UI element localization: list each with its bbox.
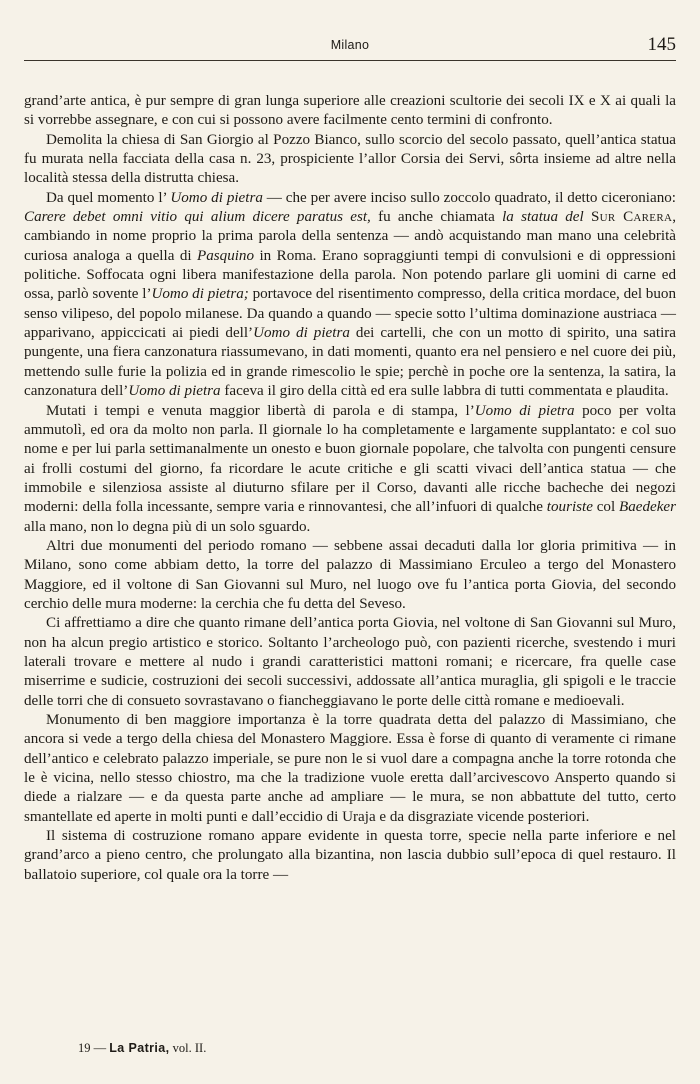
paragraph xyxy=(24,537,676,614)
paragraph xyxy=(24,711,676,827)
italic-text: touriste xyxy=(546,499,593,516)
paragraph xyxy=(24,614,676,711)
text-run: Da quel momento l’ xyxy=(46,189,171,206)
italic-text: Uomo di pietra xyxy=(474,402,575,419)
italic-text: Carere debet omni vitio qui alium dicere paratus est, xyxy=(24,209,371,226)
italic-text: la statua del xyxy=(502,209,584,226)
text-run: Monumento di ben maggiore importanza è la torre quadrata detta del palazzo di Massimiano, che ancora si vede a tergo della chiesa del Monastero Maggiore. Essa è forse di quanto di veramente ci rimane dell’antico e celebrato palazzo imperiale, se pure non le si vuol dare a compagna anche la torre rotonda che le è vicina, nello stesso chiostro, ma che la tradizione vuole eretta dall’arcivescovo Ansperto quando si diede a rialzare — e da questa parte anche ad ampliare — le mura, se non abbattute del tutto, certo smantellate ed aperte in molti punti e dall’eccidio di Uraja e da disgraziate vicende posteriori. xyxy=(24,712,676,825)
text-run: dei cartelli, che con un motto di spirito, una satira pungente, una fiera canzonatura riassumevano, in dati momenti, quanto era nel pensiero e nel cuore dei più, mettendo sulle furie la polizia ed in grande rimescolio le spie; perchè in poche ore la sentenza, la satira, la canzonatura dell’ xyxy=(24,325,676,400)
signature-footer xyxy=(78,1041,206,1056)
text-run: grand’arte antica, è pur sempre di gran lunga superiore alle creazioni scultorie dei secoli IX e X ai quali la si vorrebbe assegnare, e con cui si possono avere facilmente cento termini di confronto. xyxy=(24,93,676,129)
text-run xyxy=(584,209,591,225)
text-run: Il sistema di costruzione romano appare evidente in questa torre, specie nella parte inferiore e nel grand’arco a pieno centro, che prolungato alla bizantina, non lascia dubbio sull’epoca di quel restauro. Il ballatoio superiore, col quale ora la torre — xyxy=(24,828,676,883)
text-run: Altri due monumenti del periodo romano — sebbene assai decaduti dalla lor gloria primitiva — in Milano, sono come abbiam detto, la torre del palazzo di Massimiano Erculeo a tergo del Monastero Maggiore, ed il voltone di San Giovanni sul Muro, nel luogo ove fu l’antica porta Giovia, del secondo cerchio delle mura moderne: la cerchia che fu detta del Seveso. xyxy=(24,537,676,612)
italic-text: Baedeker xyxy=(619,499,676,516)
body-text xyxy=(24,92,676,885)
italic-text: Uomo di pietra xyxy=(253,325,350,342)
running-header xyxy=(24,36,676,61)
running-title: Milano xyxy=(330,38,370,52)
text-run: in Roma. Erano sopraggiunti tempi di convulsioni e di oppressioni politiche. Soffocata ogni libera manifestazione della parola. Non potendo parlare gli uomini di carne ed ossa, parlò sovente l’ xyxy=(24,247,676,303)
text-run: , cambiando in nome proprio la prima parola della sentenza — andò acquistando man mano una celebrità curiosa analoga a quella di xyxy=(24,209,676,264)
page-number: 145 xyxy=(647,34,676,55)
text-run: col xyxy=(592,499,619,516)
text-run: portavoce del risentimento compresso, della critica mordace, del buon senso vilipeso, del popolo milanese. Da quando a quando — specie sotto l’ultima dominazione austriaca — apparivano, appiccicati ai piedi dell’ xyxy=(24,286,676,342)
text-run: Demolita la chiesa di San Giorgio al Pozzo Bianco, sullo scorcio del secolo passato, quell’antica statua fu murata nella facciata della casa n. 23, prospiciente l’allor Corsia dei Servi, sôrta insieme ad altre nella località stessa della distrutta chiesa. xyxy=(24,131,676,187)
paragraph xyxy=(24,189,676,402)
text-run: poco per volta ammutolì, ed ora da molto non parla. Il giornale lo ha completamente e largamente supplantato: e col suo nome e per lui parla settimanalmente un onesto e buon giornale popolare, che talvolta con pungenti censure ai frolli costumi del giorno, fa ricordare le acute critiche e gli scatti vivaci dell’antica statua — che immobile e silenziosa assiste al diuturno sfilare per il Corso, davanti alle ricche bacheche dei negozi moderni: della folla incessante, sempre varia e rinnovantesi, che all’infuori di qualche xyxy=(24,402,676,516)
text-run: — che per avere inciso sullo zoccolo quadrato, il detto ciceroniano: xyxy=(262,189,676,206)
text-run: faceva il giro della città ed era sulle labbra di tutti commentata e plaudita. xyxy=(220,383,669,400)
italic-text: Uomo di pietra xyxy=(128,383,221,400)
paragraph xyxy=(24,131,676,189)
italic-text: Uomo di pietra; xyxy=(151,286,249,303)
text-run: Mutati i tempi e venuta maggior libertà di parola e di stampa, l’ xyxy=(46,402,475,419)
italic-text: Pasquino xyxy=(197,247,255,264)
volume-label: vol. II. xyxy=(169,1041,207,1055)
signature-number: 19 — xyxy=(78,1041,110,1055)
text-run: fu anche chiamata xyxy=(370,209,503,226)
paragraph xyxy=(24,92,676,131)
small-caps-text: Sur Carera xyxy=(590,209,673,226)
publication-title: La Patria, xyxy=(109,1041,170,1055)
text-run: Ci affrettiamo a dire che quanto rimane dell’antica porta Giovia, nel voltone di San Giovanni sul Muro, non ha alcun pregio artistico e storico. Soltanto l’archeologo può, con pazienti ricerche, svestendo i muri laterali trovare e mettere al nudo i grandi caratteristici mattoni romani; e ricercare, fra quelle case miserrime e sudicie, costruzioni dei secoli successivi, addossate all’antica muraglia, gli spigoli e le traccie delle torri che di consueto sovrastavano o fiancheggiavano le porte delle città romane e medioevali. xyxy=(24,615,676,709)
text-run: alla mano, non lo degna più di un solo sguardo. xyxy=(24,518,311,535)
italic-text: Uomo di pietra xyxy=(170,189,263,206)
paragraph xyxy=(24,402,676,537)
paragraph xyxy=(24,827,676,885)
